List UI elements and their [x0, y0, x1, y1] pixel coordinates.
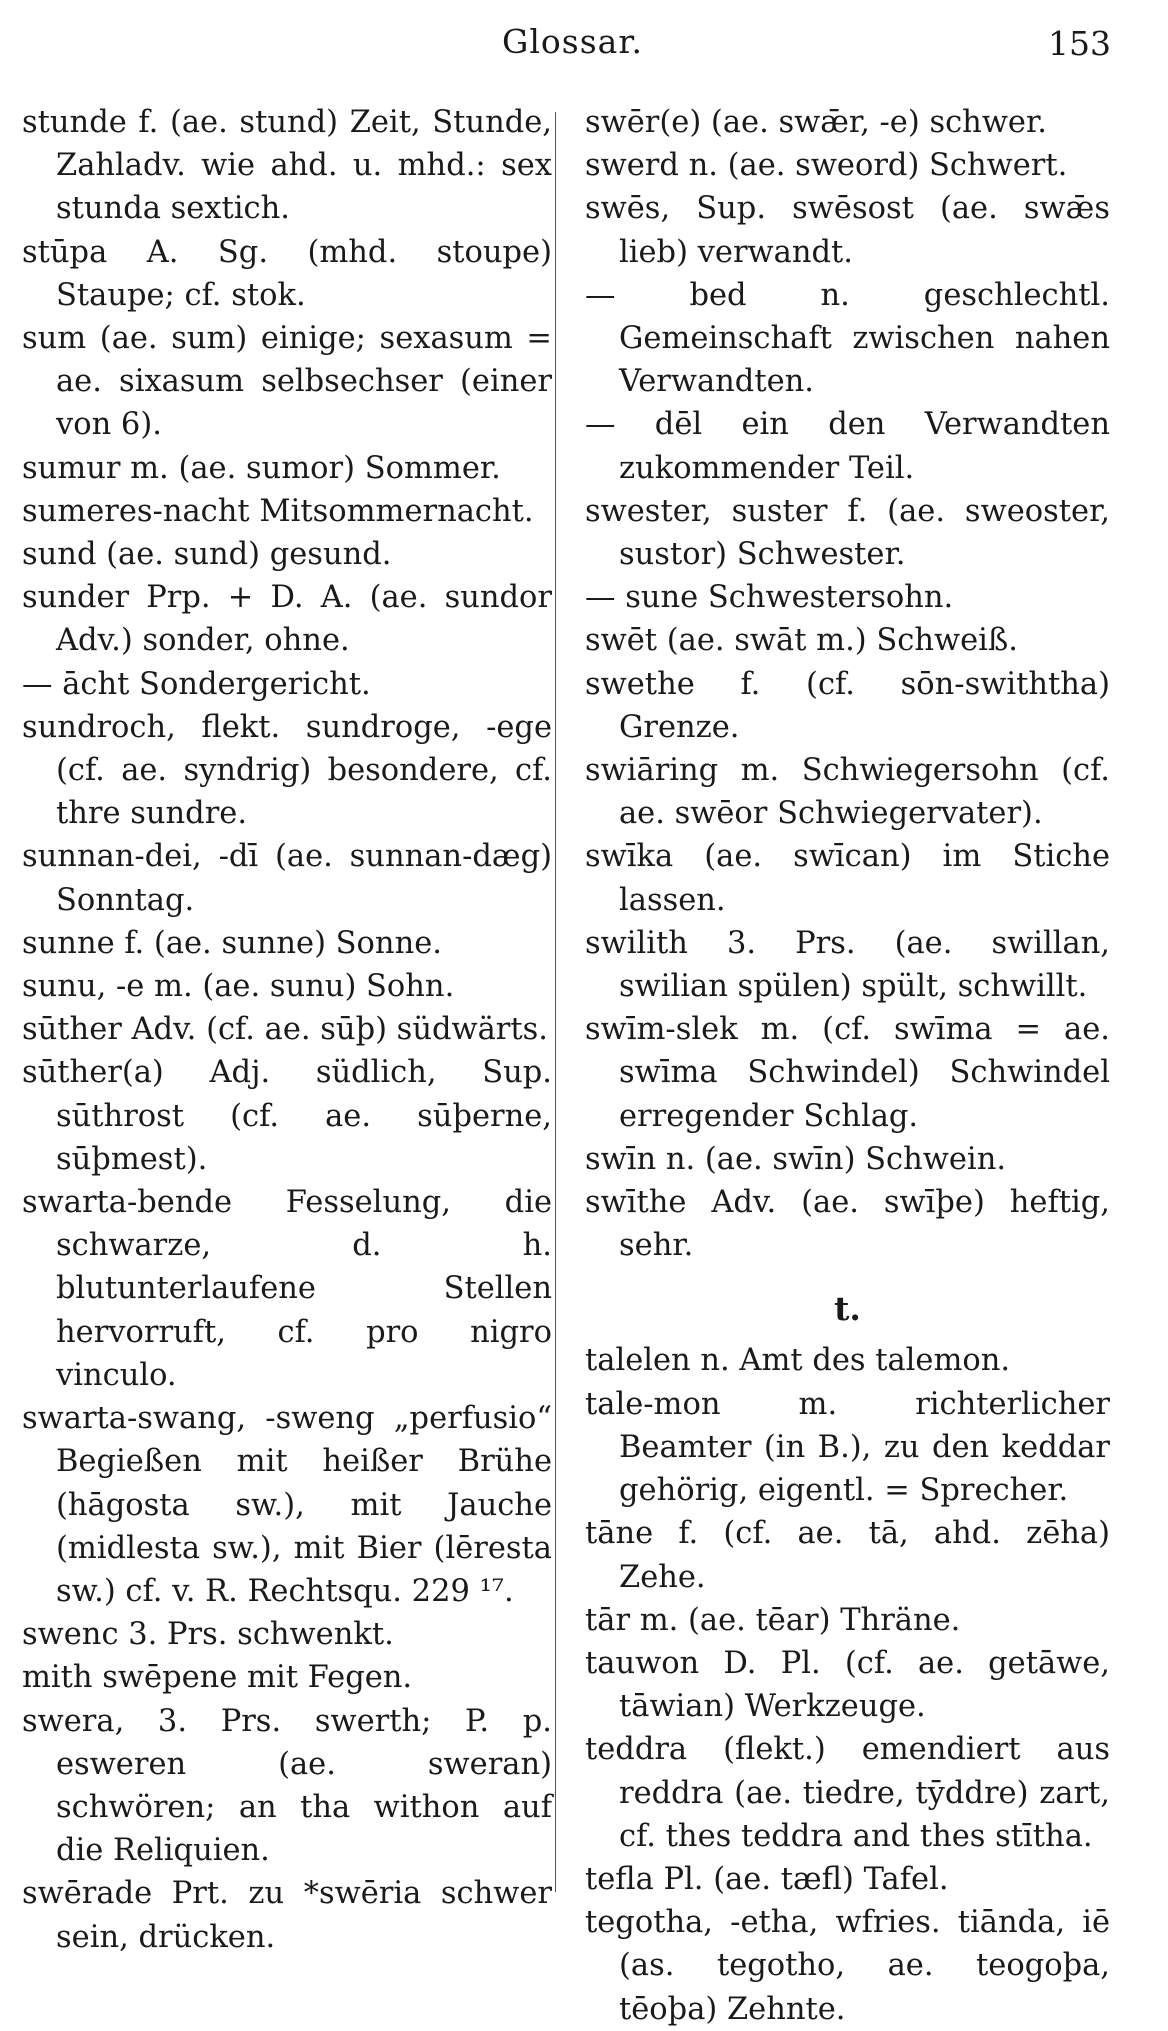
glossary-entry: sunder Prp. + D. A. (ae. sundor Adv.) sonder, ohne. — [22, 580, 552, 659]
glossary-entry: sumeres-nacht Mitsommernacht. — [22, 493, 534, 529]
glossary-entry: tefla Pl. (ae. tæfl) Tafel. — [585, 1861, 949, 1897]
running-title: Glossar. — [502, 22, 643, 61]
glossary-entry: tauwon D. Pl. (cf. ae. getāwe, tāwian) Werkzeuge. — [585, 1645, 1110, 1725]
glossary-entry: swīn n. (ae. swīn) Schwein. — [585, 1141, 1007, 1177]
glossary-entry: sūther(a) Adj. südlich, Sup. sūthrost (cf. ae. sūþerne, sūþmest). — [22, 1055, 552, 1177]
glossary-entry: sundroch, flekt. sundroge, -ege (cf. ae. syndrig) besondere, cf. thre sundre. — [22, 709, 552, 832]
glossary-entry: tale-mon m. richterlicher Beamter (in B.), zu den keddar gehörig, eigentl. = Sprecher. — [585, 1386, 1110, 1509]
glossary-entry: swerd n. (ae. sweord) Schwert. — [585, 148, 1068, 184]
glossary-entry: swarta-bende Fesselung, die schwarze, d. h. blutunterlaufene Stellen hervorruft, cf. pro nigro vinculo. — [22, 1185, 552, 1393]
glossary-entry: sunne f. (ae. sunne) Sonne. — [22, 925, 442, 961]
glossary-entry: sum (ae. sum) einige; sexasum = ae. sixasum selbsechser (einer von 6). — [22, 321, 552, 443]
glossary-entry: mith swēpene mit Fegen. — [22, 1660, 413, 1696]
glossary-entry: swenc 3. Prs. schwenkt. — [22, 1617, 394, 1653]
page-header — [0, 20, 1168, 70]
glossary-entry: — ācht Sondergericht. — [22, 666, 371, 702]
glossary-entry: swīm-slek m. (cf. swīma = ae. swīma Schwindel) Schwindel erregender Schlag. — [585, 1012, 1110, 1134]
glossary-entry: sund (ae. sund) gesund. — [22, 537, 392, 573]
glossary-entry: — bed n. geschlechtl. Gemeinschaft zwischen nahen Verwandten. — [585, 277, 1110, 400]
glossary-entry: swīka (ae. swīcan) im Stiche lassen. — [585, 839, 1110, 918]
glossary-entry: swīthe Adv. (ae. swīþe) heftig, sehr. — [585, 1185, 1110, 1264]
right-column — [585, 101, 1110, 2031]
glossary-entry: swiāring m. Schwiegersohn (cf. ae. swēor Schwiegervater). — [585, 753, 1110, 832]
column-divider — [555, 112, 556, 1892]
glossary-entry: tegotha, -etha, wfries. tiānda, iē (as. tegotho, ae. teogoþa, tēoþa) Zehnte. — [585, 1905, 1110, 2027]
glossary-entry: swethe f. (cf. sōn-swiththa) Grenze. — [585, 666, 1110, 745]
glossary-entry: swēr(e) (ae. swǣr, -e) schwer. — [585, 105, 1047, 140]
glossary-entry: teddra (flekt.) emendiert aus reddra (ae. tiedre, tȳddre) zart, cf. thes teddra and thes stītha. — [585, 1732, 1110, 1854]
glossary-entry: talelen n. Amt des talemon. — [585, 1343, 1011, 1379]
glossary-entry: stunde f. (ae. stund) Zeit, Stunde, Zahladv. wie ahd. u. mhd.: sex stunda sextich. — [22, 105, 552, 227]
glossary-entry: swēt (ae. swāt m.) Schweiß. — [585, 623, 1018, 659]
glossary-entry: sunnan-dei, -dī (ae. sunnan-dæg) Sonntag. — [22, 839, 552, 918]
glossary-entry: swera, 3. Prs. swerth; P. p. esweren (ae. sweran) schwören; an tha withon auf die Reliquien. — [22, 1703, 552, 1869]
page-number: 153 — [1048, 24, 1111, 63]
glossary-entry: swilith 3. Prs. (ae. swillan, swilian spülen) spült, schwillt. — [585, 925, 1110, 1005]
glossary-entry: — sune Schwestersohn. — [585, 580, 954, 616]
glossary-entry: tār m. (ae. tēar) Thräne. — [585, 1602, 961, 1638]
glossary-entry: swester, suster f. (ae. sweoster, sustor) Schwester. — [585, 493, 1110, 573]
glossary-entry: — dēl ein den Verwandten zukommender Teil. — [585, 407, 1110, 486]
glossary-entry: tāne f. (cf. ae. tā, ahd. zēha) Zehe. — [585, 1516, 1110, 1595]
glossary-entry: sūther Adv. (cf. ae. sūþ) südwärts. — [22, 1012, 548, 1048]
left-column — [22, 101, 552, 1959]
glossary-entry: swēs, Sup. swēsost (ae. swǣs lieb) verwandt. — [585, 191, 1110, 270]
glossary-entry: sunu, -e m. (ae. sunu) Sohn. — [22, 969, 455, 1005]
section-letter: t. — [834, 1289, 861, 1329]
glossary-entry: sumur m. (ae. sumor) Sommer. — [22, 450, 501, 486]
glossary-entry: stūpa A. Sg. (mhd. stoupe) Staupe; cf. stok. — [22, 234, 552, 313]
glossary-entry: swērade Prt. zu *swēria schwer sein, drücken. — [22, 1876, 552, 1955]
glossary-entry: swarta-swang, -sweng „perfusio“ Begießen mit heißer Brühe (hāgosta sw.), mit Jauche (midlesta sw.), mit Bier (lēresta sw.) cf. v. R. Rechtsqu. 229 ¹⁷. — [22, 1401, 552, 1609]
